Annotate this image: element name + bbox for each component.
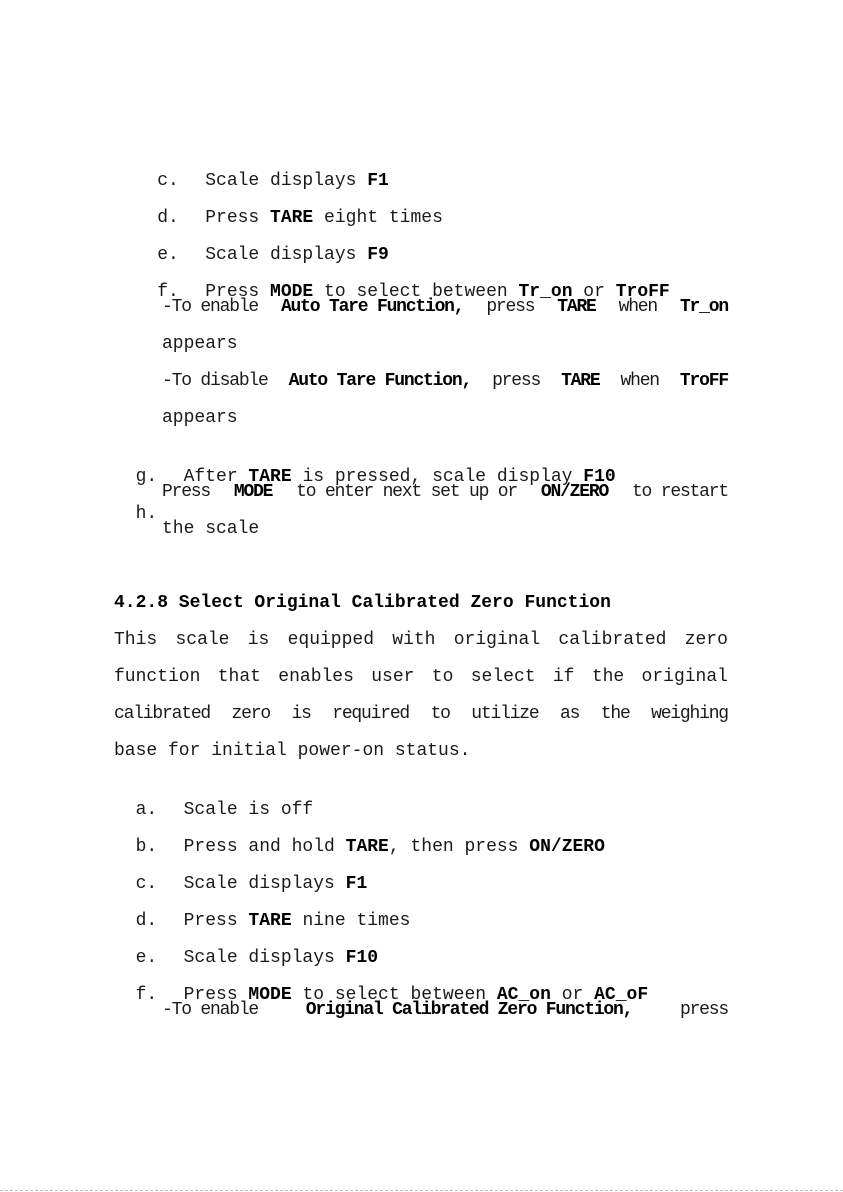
para-word: to [430, 704, 450, 724]
section-heading: 4.2.8 Select Original Calibrated Zero Function [114, 593, 611, 613]
display-code: AC_oF [594, 985, 649, 1005]
step-label: e. [157, 245, 179, 265]
step-text: to restart [631, 482, 728, 502]
step-text: Press [205, 208, 271, 228]
key-name: TARE [561, 371, 600, 391]
key-name: TARE [557, 297, 596, 317]
step-text: Press and hold [183, 837, 346, 857]
para-word: with [392, 630, 436, 650]
para-word: original [641, 667, 728, 687]
key-name: ON/ZERO [540, 482, 609, 502]
step-text: to enter next set up or [296, 482, 517, 502]
para-word: select [470, 667, 536, 687]
step-text: to select between [291, 985, 497, 1005]
key-name: TARE [270, 208, 314, 228]
step-text: After [183, 467, 249, 487]
sub-text: press [679, 1000, 728, 1020]
key-name: TARE [345, 837, 389, 857]
para-word: if [552, 667, 575, 687]
display-code: F10 [583, 467, 616, 487]
para-word: enables [278, 667, 354, 687]
display-code: Tr_on [518, 282, 573, 302]
page-bottom-rule [0, 1190, 843, 1191]
disable-auto-tare-line [162, 370, 728, 392]
para-word: equipped [287, 630, 375, 650]
function-name: Original Calibrated Zero Function, [305, 1000, 633, 1020]
step-label: f. [135, 985, 158, 1005]
para-word: to [431, 667, 454, 687]
para-word: zero [231, 704, 270, 724]
step-label: c. [135, 874, 158, 894]
step-text: Press [205, 282, 271, 302]
sub-text: when [618, 297, 658, 317]
sub-text: press [486, 297, 535, 317]
enable-original-zero-line [162, 999, 728, 1021]
step-text: , then press [388, 837, 530, 857]
display-code: TroFF [615, 282, 670, 302]
step-text: or [572, 282, 616, 302]
key-name: MODE [270, 282, 314, 302]
step-text: or [550, 985, 595, 1005]
step-text: Press [162, 482, 211, 502]
sub-text: -To enable [162, 1000, 259, 1020]
step-label: f. [157, 282, 179, 302]
para-word: This [114, 630, 158, 650]
display-code: Tr_on [679, 297, 728, 317]
para-word: is [247, 630, 270, 650]
sub-text: -To enable [162, 297, 259, 317]
step-h-cont: the scale [162, 519, 260, 539]
para-word: is [291, 704, 311, 724]
step-text: Scale is off [183, 800, 314, 820]
para-line-2 [114, 666, 728, 688]
para-word: scale [175, 630, 230, 650]
para-word: that [217, 667, 261, 687]
para-line-1 [114, 629, 728, 651]
step-text: is pressed, scale display [291, 467, 584, 487]
para-word: function [114, 667, 201, 687]
step-label: e. [135, 948, 158, 968]
step-text: Scale displays [183, 948, 346, 968]
para-word: user [371, 667, 415, 687]
key-name: MODE [233, 482, 273, 502]
display-code: F1 [367, 171, 389, 191]
para-word: required [332, 704, 410, 724]
key-name: MODE [248, 985, 292, 1005]
display-code: TroFF [679, 371, 728, 391]
para-word: weighing [651, 704, 728, 724]
para-word: calibrated [114, 704, 211, 724]
step-text: eight times [313, 208, 443, 228]
step-label: d. [157, 208, 179, 228]
para-line-3 [114, 703, 728, 725]
step-text: to select between [313, 282, 519, 302]
key-name: TARE [248, 911, 292, 931]
para-word: utilize [471, 704, 539, 724]
step-label: b. [135, 837, 158, 857]
enable-auto-tare-line [162, 296, 728, 318]
key-name: TARE [248, 467, 292, 487]
step-label: d. [135, 911, 158, 931]
step-text: Scale displays [205, 171, 368, 191]
display-code: F1 [345, 874, 368, 894]
sub-text: press [492, 371, 541, 391]
display-code: F10 [345, 948, 379, 968]
para-word: zero [684, 630, 728, 650]
step-text: Scale displays [205, 245, 368, 265]
function-name: Auto Tare Function, [288, 371, 472, 391]
sub-text: -To disable [162, 371, 268, 391]
sub-text: when [620, 371, 659, 391]
step-label: a. [135, 800, 158, 820]
para-line-4: base for initial power-on status. [114, 741, 471, 761]
step-text: Scale displays [183, 874, 346, 894]
step-text: Press [183, 911, 249, 931]
key-name: ON/ZERO [529, 837, 605, 857]
disable-auto-tare-cont: appears [162, 408, 238, 428]
step-label: c. [157, 171, 179, 191]
para-word: calibrated [558, 630, 667, 650]
display-code: AC_on [496, 985, 551, 1005]
enable-auto-tare-cont: appears [162, 334, 238, 354]
para-word: the [600, 704, 630, 724]
para-word: original [453, 630, 541, 650]
step-text: nine times [291, 911, 411, 931]
para-word: as [560, 704, 580, 724]
para-word: the [591, 667, 625, 687]
step-h [162, 481, 728, 503]
step-label: h. [135, 504, 158, 524]
step-label: g. [135, 467, 158, 487]
display-code: F9 [367, 245, 389, 265]
function-name: Auto Tare Function, [280, 297, 464, 317]
step-text: Press [183, 985, 249, 1005]
